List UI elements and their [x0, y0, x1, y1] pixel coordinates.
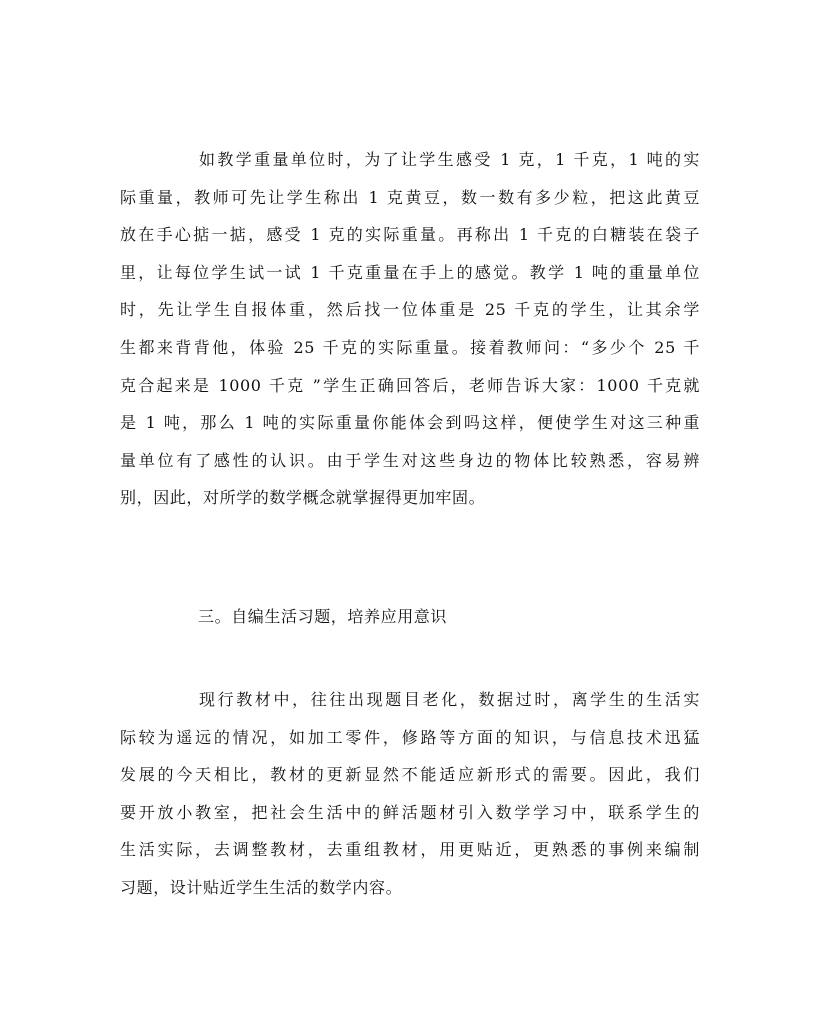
- paragraph-line: 习题，设计贴近学生生活的数学内容。: [120, 877, 403, 897]
- paragraph-textbook-update: [120, 681, 700, 907]
- paragraph-line: 是 1 吨，那么 1 吨的实际重量你能体会到吗这样，便使学生对这三种重: [120, 413, 700, 433]
- paragraph-line: 里，让每位学生试一试 1 千克重量在手上的感觉。教学 1 吨的重量单位: [120, 262, 700, 282]
- paragraph-line: 时，先让学生自报体重，然后找一位体重是 25 千克的学生，让其余学: [120, 300, 700, 320]
- paragraph-line: 生活实际，去调整教材，去重组教材，用更贴近，更熟悉的事例来编制: [120, 840, 700, 860]
- section-heading-text: 三。自编生活习题，培养应用意识: [198, 607, 448, 626]
- paragraph-line: 现行教材中，往往出现题目老化，数据过时，离学生的生活实: [199, 690, 700, 709]
- paragraph-line: 如教学重量单位时，为了让学生感受 1 克，1 千克，1 吨的实: [199, 150, 700, 169]
- paragraph-line: 际重量，教师可先让学生称出 1 克黄豆，数一数有多少粒，把这此黄豆: [120, 187, 700, 207]
- paragraph-line: 别，因此，对所学的数学概念就掌握得更加牢固。: [120, 488, 486, 508]
- section-heading: [120, 598, 700, 636]
- paragraph-line: 克合起来是 1000 千克 ”学生正确回答后，老师告诉大家：1000 千克就: [120, 375, 700, 395]
- paragraph-line: 际较为遥远的情况，如加工零件，修路等方面的知识，与信息技术迅猛: [120, 727, 700, 747]
- paragraph-line: 要开放小教室，把社会生活中的鲜活题材引入数学学习中，联系学生的: [120, 802, 700, 822]
- paragraph-line: 发展的今天相比，教材的更新显然不能适应新形式的需要。因此，我们: [120, 765, 700, 785]
- paragraph-line: 生都来背背他，体验 25 千克的实际重量。接着教师问：“多少个 25 千: [120, 337, 700, 357]
- paragraph-line: 放在手心掂一掂，感受 1 克的实际重量。再称出 1 千克的白糖装在袋子: [120, 225, 700, 245]
- paragraph-weight-units: [120, 141, 700, 517]
- paragraph-line: 量单位有了感性的认识。由于学生对这些身边的物体比较熟悉，容易辨: [120, 450, 700, 470]
